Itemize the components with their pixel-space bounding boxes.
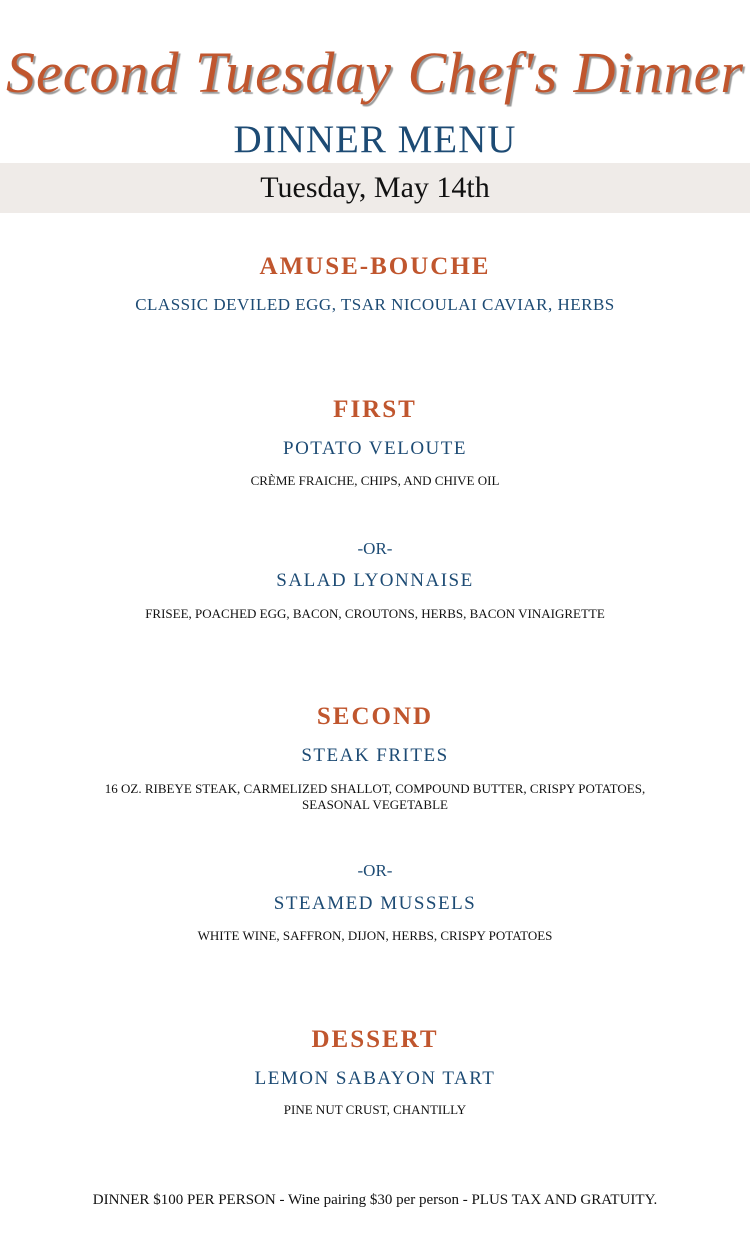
amuse-item: CLASSIC DEVILED EGG, TSAR NICOULAI CAVIAR, HERBS — [135, 295, 615, 314]
dish-steak-frites: STEAK FRITES — [301, 745, 449, 766]
menu-heading: DINNER MENU — [233, 118, 517, 161]
dish-lemon-sabayon-tart: LEMON SABAYON TART — [254, 1068, 496, 1089]
dish-salad-lyonnaise: SALAD LYONNAISE — [276, 570, 474, 591]
dish-description: PINE NUT CRUST, CHANTILLY — [283, 1102, 467, 1117]
dish-description: FRISEE, POACHED EGG, BACON, CROUTONS, HERBS, BACON VINAIGRETTE — [145, 606, 605, 621]
pricing-footer: DINNER $100 PER PERSON - Wine pairing $30 per person - PLUS TAX AND GRATUITY. — [92, 1192, 658, 1208]
course-first: FIRST — [333, 396, 417, 423]
dish-description: 16 OZ. RIBEYE STEAK, CARMELIZED SHALLOT, COMPOUND BUTTER, CRISPY POTATOES, — [104, 781, 646, 796]
event-title: Second Tuesday Chef's Dinner — [6, 40, 744, 105]
or-separator: -OR- — [357, 861, 393, 880]
dish-potato-veloute: POTATO VELOUTE — [283, 438, 467, 459]
dish-description: WHITE WINE, SAFFRON, DIJON, HERBS, CRISPY POTATOES — [197, 928, 553, 943]
or-separator: -OR- — [357, 539, 393, 558]
course-second: SECOND — [316, 703, 434, 730]
event-date: Tuesday, May 14th — [260, 171, 490, 204]
dish-description-cont: SEASONAL VEGETABLE — [302, 797, 448, 812]
course-dessert: DESSERT — [311, 1026, 439, 1053]
course-amuse-bouche: AMUSE-BOUCHE — [259, 253, 491, 280]
dish-steamed-mussels: STEAMED MUSSELS — [273, 893, 477, 914]
dish-description: CRÈME FRAICHE, CHIPS, AND CHIVE OIL — [250, 473, 500, 488]
